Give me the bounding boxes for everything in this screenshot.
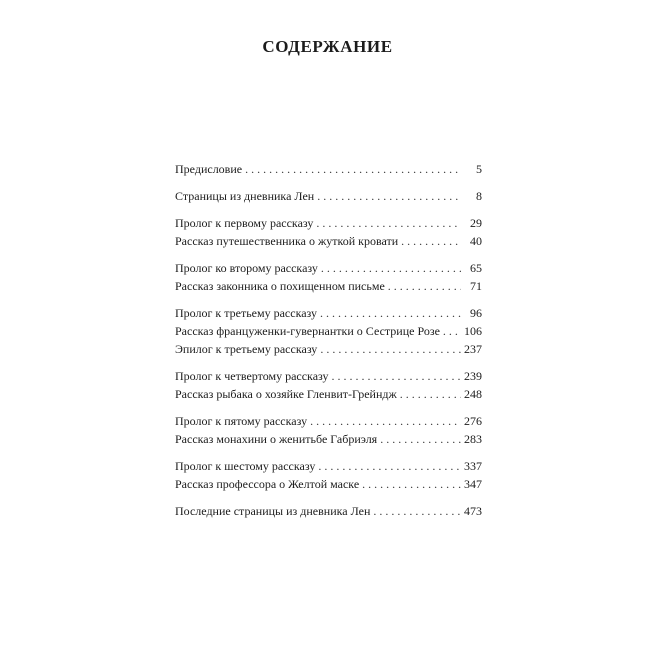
dot-leader <box>316 214 461 232</box>
dot-leader <box>321 259 461 277</box>
dot-leader <box>317 187 461 205</box>
toc-entry-title: Рассказ рыбака о хозяйке Гленвит-Грейндж <box>175 387 397 401</box>
toc-group <box>175 457 482 493</box>
dot-leader <box>245 160 461 178</box>
toc-entry-page-number: 5 <box>476 162 482 176</box>
toc-entry-title: Рассказ француженки-гувернантки о Сестрице Розе <box>175 324 440 338</box>
toc-entry-page-number: 276 <box>464 414 482 428</box>
toc-group <box>175 502 482 520</box>
toc-entry-page-number: 8 <box>476 189 482 203</box>
toc-entry-title: Рассказ путешественника о жуткой кровати <box>175 234 399 248</box>
toc-entry-title: Рассказ профессора о Желтой маске <box>175 477 360 491</box>
toc-entry[interactable] <box>175 187 482 205</box>
toc-entry[interactable] <box>175 367 482 385</box>
toc-entry[interactable] <box>175 430 482 448</box>
toc-entry-page-number: 40 <box>470 234 482 248</box>
toc-entry-page-number: 347 <box>464 477 482 491</box>
toc-entry-title: Рассказ монахини о женитьбе Габриэля <box>175 432 378 446</box>
toc-entry-title: Рассказ законника о похищенном письме <box>175 279 385 293</box>
dot-leader <box>373 502 461 520</box>
dot-leader <box>320 340 461 358</box>
toc-entry-title: Пролог ко второму рассказу <box>175 261 318 275</box>
toc-entry[interactable] <box>175 475 482 493</box>
toc-entry-title: Последние страницы из дневника Лен <box>175 504 371 518</box>
toc-group <box>175 304 482 358</box>
toc-group <box>175 259 482 295</box>
toc-entry-page-number: 71 <box>470 279 482 293</box>
toc-entry-title: Эпилог к третьему рассказу <box>175 342 318 356</box>
toc-entry-page-number: 239 <box>464 369 482 383</box>
toc-entry[interactable] <box>175 385 482 403</box>
toc-entry-page-number: 237 <box>464 342 482 356</box>
toc-group <box>175 187 482 205</box>
dot-leader <box>401 232 461 250</box>
toc-entry-title: Пролог к первому рассказу <box>175 216 314 230</box>
toc-entry-page-number: 96 <box>470 306 482 320</box>
toc-entry-page-number: 65 <box>470 261 482 275</box>
toc-entry-title: Страницы из дневника Лен <box>175 189 315 203</box>
dot-leader <box>332 367 461 385</box>
dot-leader <box>400 385 461 403</box>
toc-entry-page-number: 248 <box>464 387 482 401</box>
toc-group <box>175 214 482 250</box>
toc-entry[interactable] <box>175 322 482 340</box>
toc-entry-page-number: 29 <box>470 216 482 230</box>
dot-leader <box>380 430 461 448</box>
toc-entry[interactable] <box>175 304 482 322</box>
dot-leader <box>362 475 461 493</box>
toc-entry-title: Пролог к четвертому рассказу <box>175 369 329 383</box>
toc-group <box>175 412 482 448</box>
dot-leader <box>320 304 461 322</box>
toc-entry-title: Пролог к шестому рассказу <box>175 459 316 473</box>
toc-entry-title: Пролог к третьему рассказу <box>175 306 318 320</box>
toc-entry[interactable] <box>175 160 482 178</box>
dot-leader <box>443 322 461 340</box>
dot-leader <box>388 277 461 295</box>
dot-leader <box>318 457 461 475</box>
toc-entry[interactable] <box>175 232 482 250</box>
toc-entry[interactable] <box>175 277 482 295</box>
toc-entry[interactable] <box>175 214 482 232</box>
toc-entry[interactable] <box>175 502 482 520</box>
toc-entry-page-number: 106 <box>464 324 482 338</box>
toc-entry-page-number: 473 <box>464 504 482 518</box>
toc-entry[interactable] <box>175 259 482 277</box>
dot-leader <box>310 412 461 430</box>
toc-entry-title: Предисловие <box>175 162 243 176</box>
table-of-contents <box>175 160 482 529</box>
toc-group <box>175 160 482 178</box>
toc-entry-title: Пролог к пятому рассказу <box>175 414 308 428</box>
toc-entry[interactable] <box>175 340 482 358</box>
page-title: СОДЕРЖАНИЕ <box>262 37 393 56</box>
toc-entry-page-number: 337 <box>464 459 482 473</box>
toc-entry-page-number: 283 <box>464 432 482 446</box>
toc-group <box>175 367 482 403</box>
toc-entry[interactable] <box>175 457 482 475</box>
toc-entry[interactable] <box>175 412 482 430</box>
